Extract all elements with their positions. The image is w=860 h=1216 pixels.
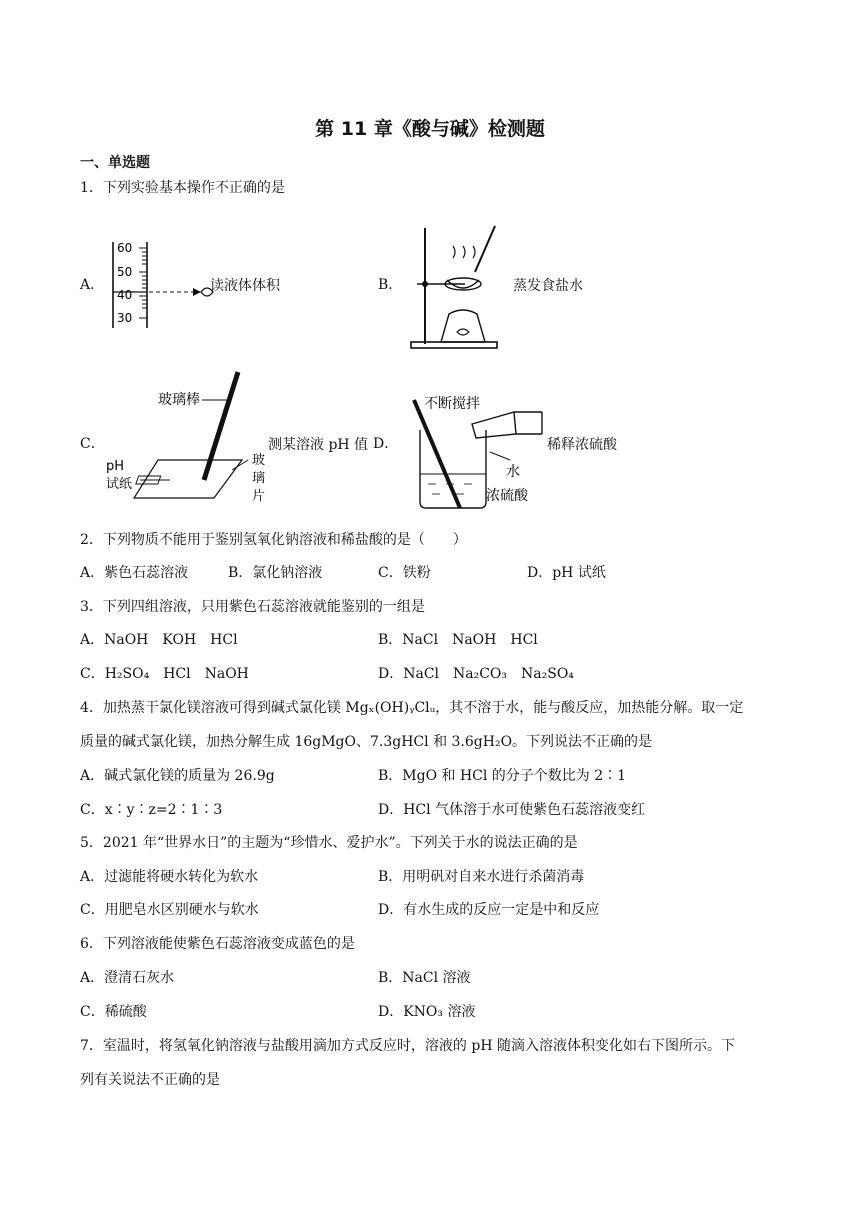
- tick-label: 50: [117, 265, 133, 279]
- q2-stem: 2．下列物质不能用于鉴别氢氧化钠溶液和稀盐酸的是（ ）: [80, 532, 467, 548]
- tick-label: 60: [117, 241, 133, 255]
- q2-option-d: D．pH 试纸: [527, 565, 606, 581]
- q7-stem-line1: 7．室温时，将氢氧化钠溶液与盐酸用滴加方式反应时，溶液的 pH 随滴入溶液体积变化如右下图所示。下: [80, 1038, 735, 1054]
- q1-option-c-caption: 测某溶液 pH 值: [268, 437, 369, 453]
- q1-option-c-letter: C．: [80, 436, 105, 452]
- q1-option-a-letter: A．: [80, 277, 105, 293]
- q6-option-a: A．澄清石灰水: [80, 970, 175, 986]
- q6-option-d: D．KNO₃ 溶液: [378, 1004, 476, 1020]
- q5-option-a: A．过滤能将硬水转化为软水: [80, 869, 259, 885]
- q7-stem-line2: 列有关说法不正确的是: [80, 1072, 220, 1088]
- q1-option-d-letter: D．: [373, 436, 399, 452]
- q3-stem: 3．下列四组溶液，只用紫色石蕊溶液就能鉴别的一组是: [80, 599, 425, 615]
- q1-option-d-caption: 稀释浓硫酸: [547, 437, 617, 453]
- q4-option-c: C．x∶y∶z=2∶1∶3: [80, 802, 223, 818]
- q4-option-b: B．MgO 和 HCl 的分子个数比为 2∶1: [378, 768, 627, 784]
- q3-option-a: A．NaOH KOH HCl: [80, 632, 238, 648]
- stir-label: 不断搅拌: [424, 396, 480, 412]
- glass-label: 璃: [252, 471, 266, 486]
- evaporation-figure: [405, 222, 505, 352]
- q2-option-a: A．紫色石蕊溶液: [80, 565, 189, 581]
- water-label: 水: [506, 464, 520, 480]
- section-heading: 一、单选题: [80, 155, 150, 171]
- q1-option-b-caption: 蒸发食盐水: [513, 278, 583, 294]
- q6-stem: 6．下列溶液能使紫色石蕊溶液变成蓝色的是: [80, 936, 355, 952]
- page-title: 第 11 章《酸与碱》检测题: [315, 118, 545, 140]
- q5-option-b: B．用明矾对自来水进行杀菌消毒: [378, 869, 585, 885]
- tick-label: 30: [117, 311, 133, 325]
- glass-label: 片: [252, 489, 266, 504]
- q4-stem-line2: 质量的碱式氯化镁，加热分解生成 16gMgO、7.3gHCl 和 3.6gH₂O。下列说法不正确的是: [80, 734, 653, 750]
- paper-label: pH: [106, 459, 125, 474]
- q6-option-b: B．NaCl 溶液: [378, 970, 471, 986]
- q3-option-d: D．NaCl Na₂CO₃ Na₂SO₄: [378, 666, 574, 682]
- q3-option-b: B．NaCl NaOH HCl: [378, 632, 538, 648]
- q4-stem-line1: 4．加热蒸干氯化镁溶液可得到碱式氯化镁 Mgₓ(OH)ᵧClᵤ，其不溶于水，能与酸反应，加热能分解。取一定: [80, 700, 744, 716]
- tick-label: 40: [117, 288, 133, 302]
- q1-option-b-letter: B．: [378, 277, 403, 293]
- paper-label: 试纸: [106, 477, 133, 492]
- q4-option-d: D．HCl 气体溶于水可使紫色石蕊溶液变红: [378, 802, 646, 818]
- q1-option-a-caption: 读液体体积: [210, 278, 280, 294]
- q5-option-d: D．有水生成的反应一定是中和反应: [378, 902, 600, 918]
- q5-option-c: C．用肥皂水区别硬水与软水: [80, 902, 259, 918]
- q1-stem: 1．下列实验基本操作不正确的是: [80, 180, 285, 196]
- rod-label: 玻璃棒: [158, 392, 200, 408]
- q5-stem: 5．2021 年“世界水日”的主题为“珍惜水、爱护水”。下列关于水的说法正确的是: [80, 835, 578, 851]
- q3-option-c: C．H₂SO₄ HCl NaOH: [80, 666, 249, 682]
- dilution-figure: [402, 390, 552, 512]
- acid-label: 浓硫酸: [486, 488, 528, 504]
- cylinder-reading-figure: [105, 238, 215, 330]
- glass-label: 玻: [252, 453, 266, 468]
- q4-option-a: A．碱式氯化镁的质量为 26.9g: [80, 768, 275, 784]
- ph-test-figure: [100, 368, 270, 510]
- q6-option-c: C．稀硫酸: [80, 1004, 147, 1020]
- q2-option-c: C．铁粉: [378, 565, 431, 581]
- q2-option-b: B．氯化钠溶液: [228, 565, 323, 581]
